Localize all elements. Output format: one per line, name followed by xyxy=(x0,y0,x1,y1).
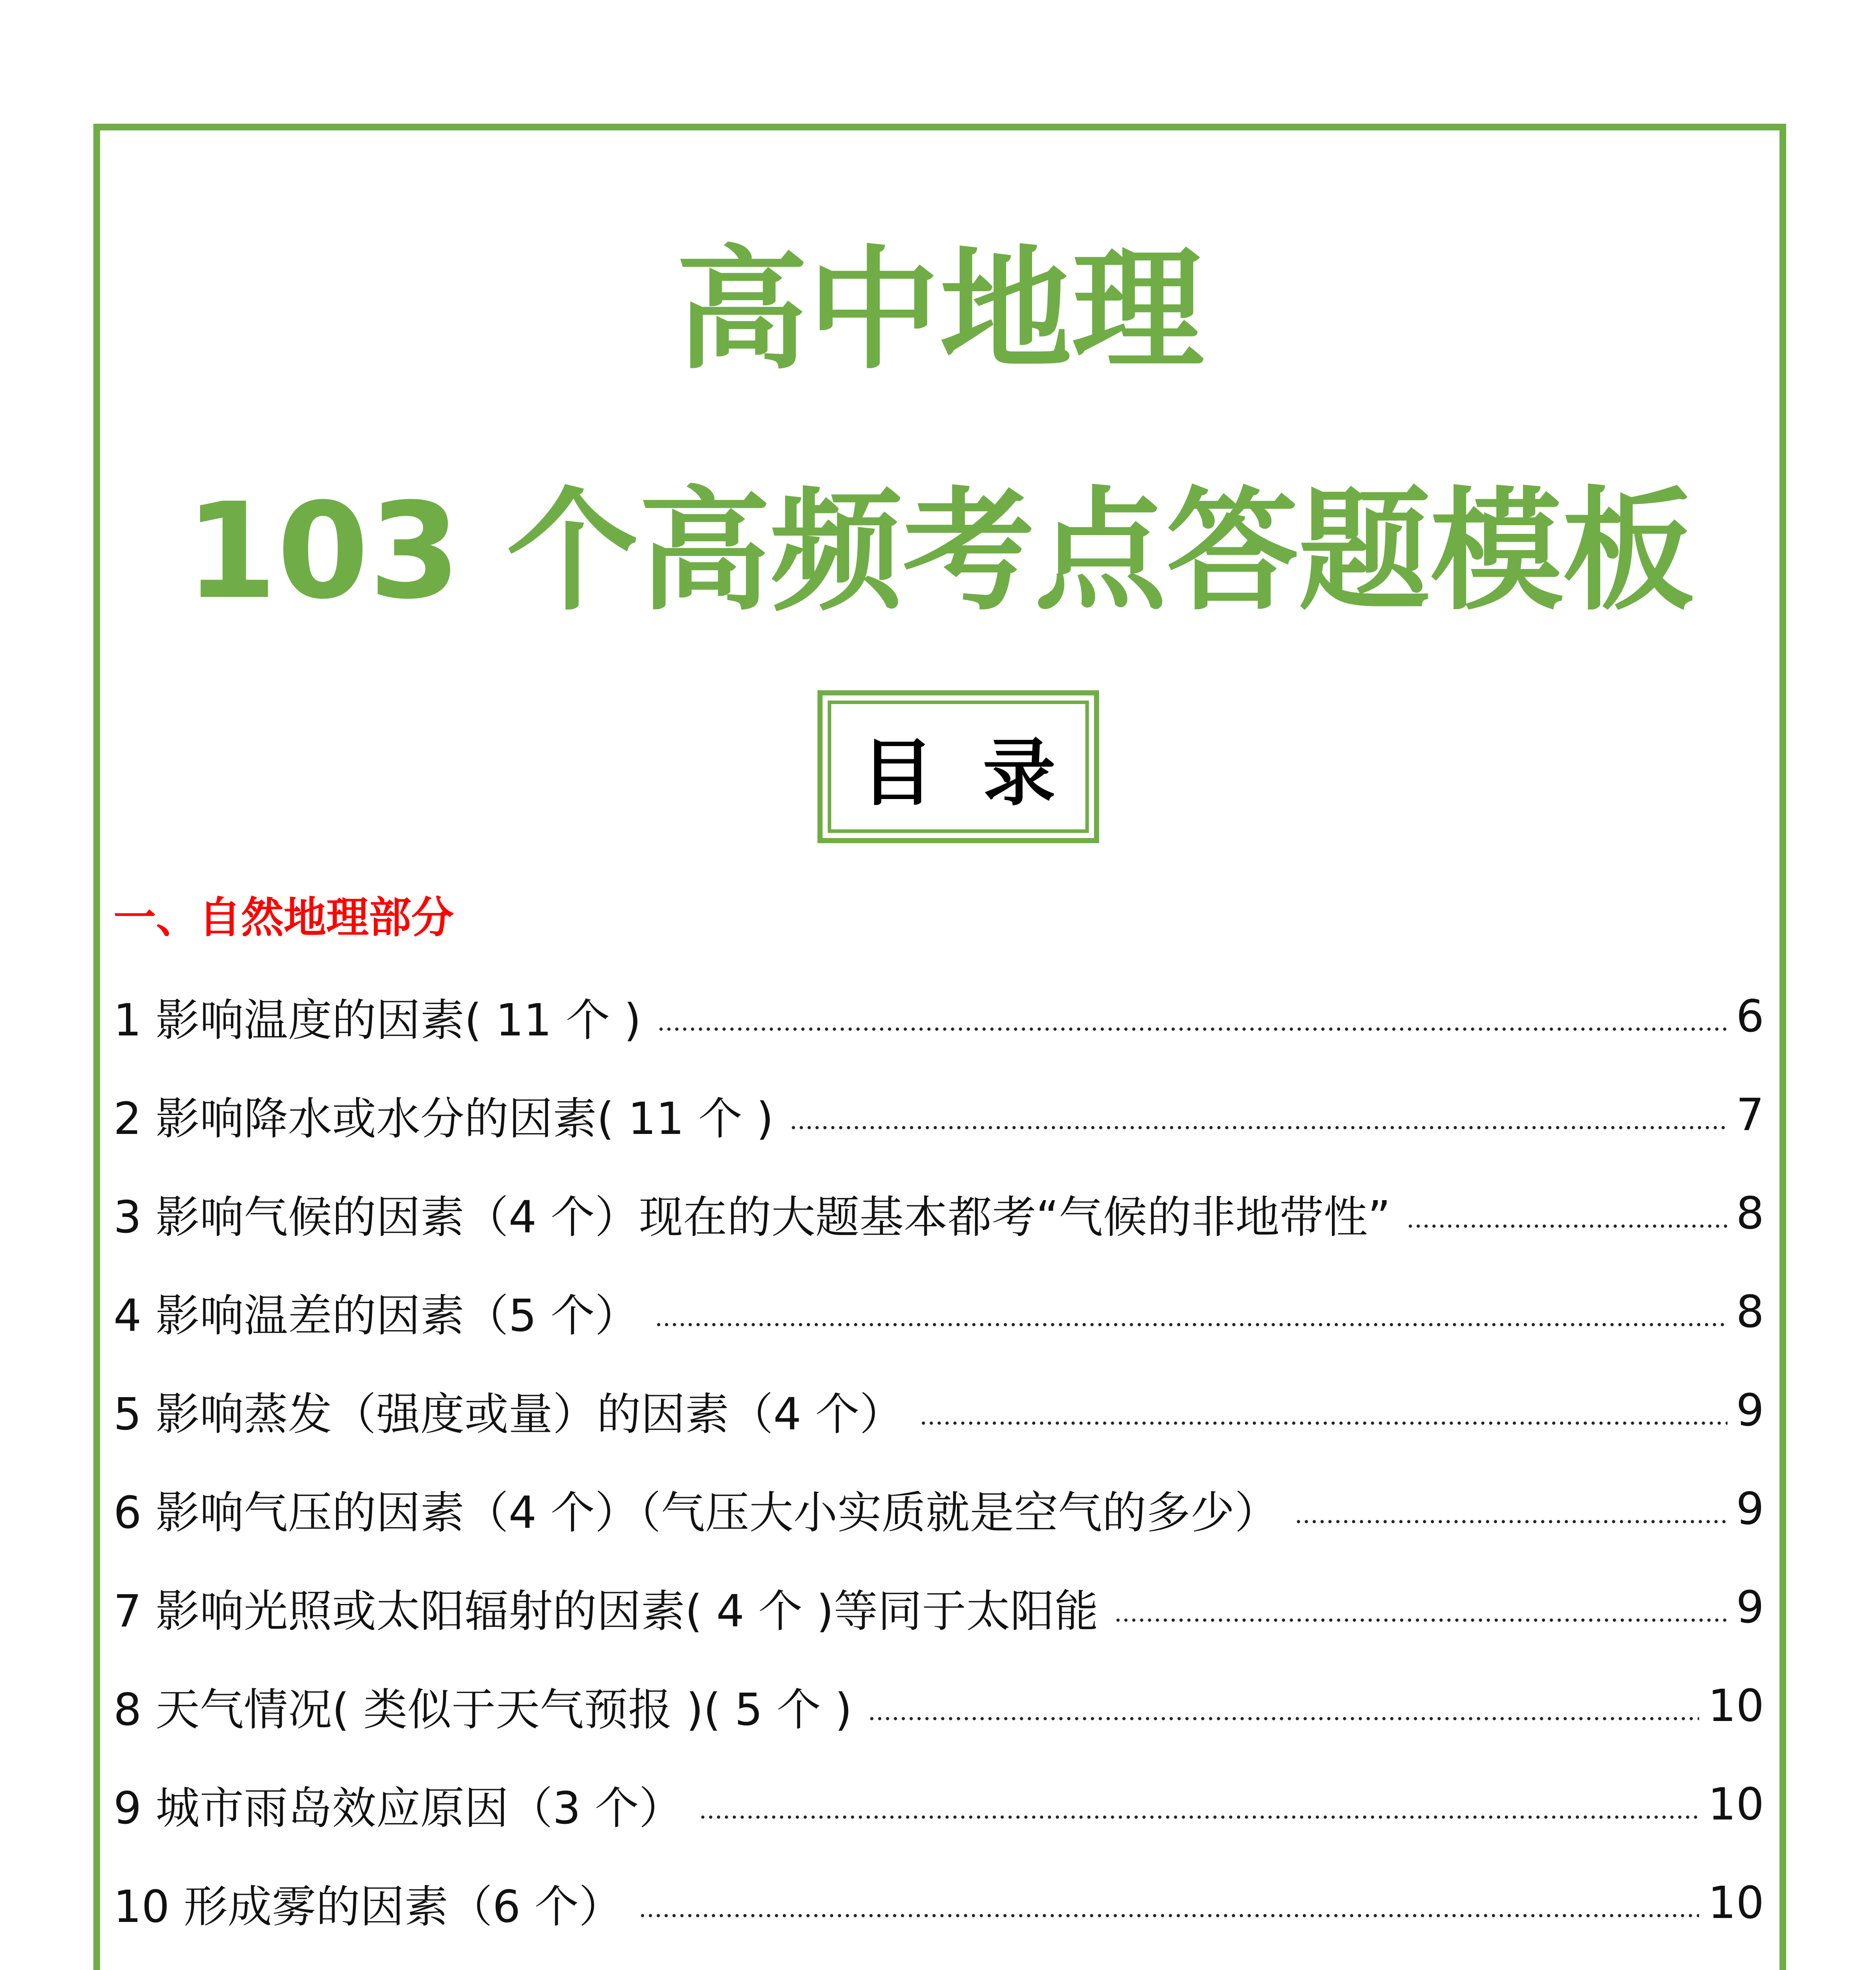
toc-leader-dots xyxy=(868,1715,1700,1723)
table-of-contents xyxy=(113,869,1764,1970)
toc-entry xyxy=(113,1657,1764,1755)
toc-entry-title: 4 影响温差的因素（5 个） xyxy=(113,1290,639,1342)
toc-entry-page: 9 xyxy=(1736,1385,1764,1436)
toc-entry-page: 10 xyxy=(1708,1877,1764,1929)
toc-entry-title: 10 形成雾的因素（6 个） xyxy=(113,1881,623,1933)
toc-entry xyxy=(113,1361,1764,1460)
document-title-line1: 高中地理 xyxy=(676,234,1204,387)
toc-entry-page: 8 xyxy=(1736,1188,1764,1239)
toc-entry xyxy=(113,1164,1764,1263)
toc-entry xyxy=(113,1755,1764,1854)
toc-entry xyxy=(113,1854,1764,1952)
toc-leader-dots xyxy=(1406,1222,1727,1230)
toc-entry-page: 6 xyxy=(1736,991,1764,1042)
section-heading: 一、自然地理部分 xyxy=(113,893,454,942)
toc-entry-page: 7 xyxy=(1736,1089,1764,1141)
toc-entry-title: 3 影响气候的因素（4 个）现在的大题基本都考“气候的非地带性” xyxy=(113,1191,1391,1243)
toc-entry xyxy=(113,1263,1764,1361)
toc-entry-page: 9 xyxy=(1736,1483,1764,1535)
toc-entry-page: 9 xyxy=(1736,1582,1764,1633)
toc-entry xyxy=(113,1460,1764,1558)
toc-entry-title: 7 影响光照或太阳辐射的因素( 4 个 )等同于太阳能 xyxy=(113,1585,1099,1637)
toc-leader-dots xyxy=(1114,1616,1727,1624)
toc-entry-title: 5 影响蒸发（强度或量）的因素（4 个） xyxy=(113,1388,904,1440)
toc-entry xyxy=(113,1952,1764,1970)
toc-entry-page: 8 xyxy=(1736,1286,1764,1338)
toc-leader-dots xyxy=(699,1813,1700,1821)
toc-entry-title: 9 城市雨岛效应原因（3 个） xyxy=(113,1782,683,1834)
toc-leader-dots xyxy=(639,1912,1700,1920)
toc-leader-dots xyxy=(657,1025,1727,1033)
toc-entry xyxy=(113,1558,1764,1657)
toc-entry-page: 10 xyxy=(1708,1680,1764,1732)
toc-entry-page: 10 xyxy=(1708,1779,1764,1830)
toc-entry xyxy=(113,967,1764,1066)
toc-label-box xyxy=(817,690,1099,843)
toc-label: 目 录 xyxy=(828,701,1089,833)
toc-leader-dots xyxy=(919,1419,1727,1427)
document-title-line2: 103 个高频考点答题模板 xyxy=(185,475,1694,628)
toc-entry-title: 1 影响温度的因素( 11 个 ) xyxy=(113,994,641,1046)
toc-leader-dots xyxy=(655,1321,1727,1329)
toc-leader-dots xyxy=(1295,1518,1727,1526)
toc-entry-title: 2 影响降水或水分的因素( 11 个 ) xyxy=(113,1093,774,1145)
toc-entry xyxy=(113,1066,1764,1164)
toc-leader-dots xyxy=(789,1124,1727,1132)
toc-entry-title: 6 影响气压的因素（4 个）（气压大小实质就是空气的多少） xyxy=(113,1487,1279,1539)
toc-entry-title: 8 天气情况( 类似于天气预报 )( 5 个 ) xyxy=(113,1684,852,1736)
